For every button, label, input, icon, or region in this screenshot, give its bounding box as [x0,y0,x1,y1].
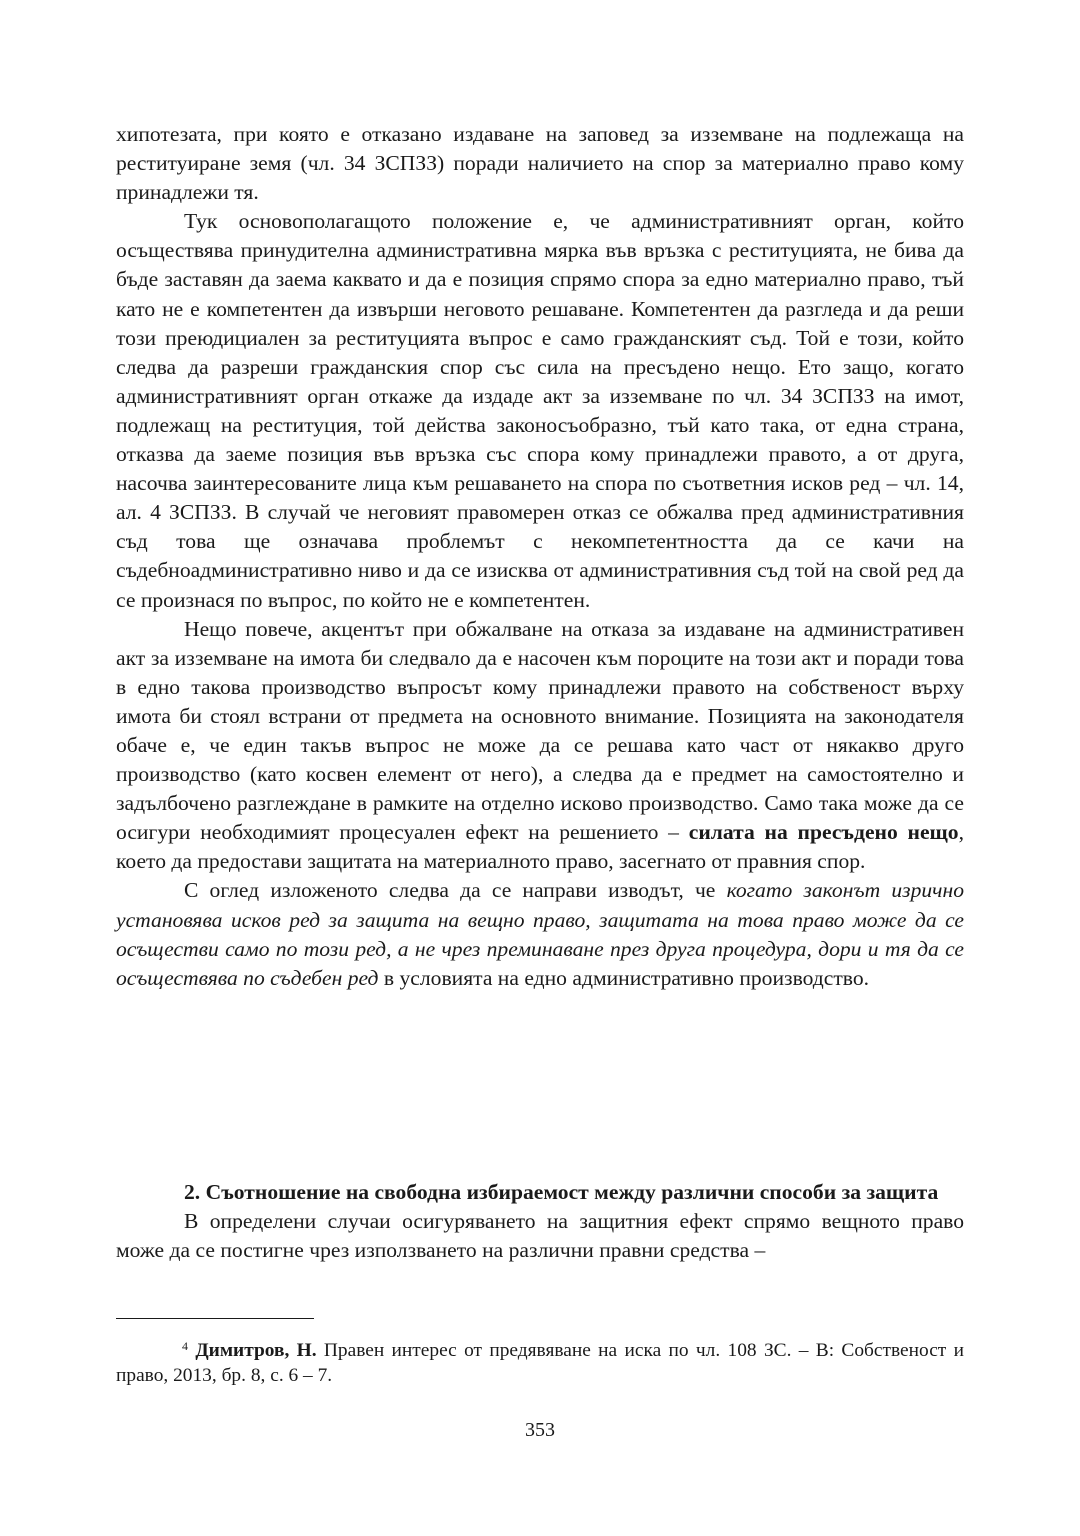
paragraph-4 [116,876,964,992]
footnote-marker: 4 [182,1339,188,1353]
page-number: 353 [525,1419,555,1441]
paragraph-3 [116,615,964,877]
paragraph-1: хипотезата, при която е отказано издаване на заповед за изземване на подлежаща на реституиране земя (чл. 34 ЗСПЗЗ) поради наличието на спор за материално право кому принадлежи тя. [116,122,964,205]
footnote-separator [116,1318,314,1319]
paragraph-3-bold: силата на пресъдено нещо [688,820,959,845]
paragraph-4-start: С оглед изложеното следва да се направи изводът, че [184,878,716,903]
paragraph-3-end: , което да предостави защитата на материалното право, засегнато от правния спор. [116,820,964,874]
paragraph-3-start: Нещо повече, акцентът при обжалване на отказа за издаване на административен акт за изземване на имота би следвало да е насочен към пороците на този акт и поради това в едно такова производство въпросът кому принадлежи правото на собственост върху имота би стоял встрани от предмета на основното внимание. Позицията на законодателя обаче е, че един такъв въпрос не може да се решава като част от някакво друго производство (като косвен елемент от него), а следва да е предмет на самостоятелно и задълбочено разглеждане в рамките на отделно исково производство. Само така може да се осигури необходимият процесуален ефект на решението – [116,616,964,845]
section-heading: 2. Съотношение на свободна избираемост между различни способи за защита [184,1180,939,1204]
paragraph-2: Тук основополагащото положение е, че административният орган, който осъществява принудителна административна мярка във връзка с реституцията, не бива да бъде заставян да заема каквато и да е позиция спрямо спора за едно материално право, тъй като не е компетентен да извърши неговото решаване. Компетентен да разгледа и да реши този преюдициален за реституцията въпрос е само гражданският съд. Той е този, който следва да разреши гражданския спор със сила на пресъдено нещо. Ето защо, когато административният орган откаже да издаде акт за изземване по чл. 34 ЗСПЗЗ на имот, подлежащ на реституция, той действа законосъобразно, тъй като така, от една страна, отказва да заеме позиция във връзка със спора кому принадлежи правото, а от друга, насочва заинтересованите лица към решаването на спора по съответния исков ред – чл. 14, ал. 4 ЗСПЗЗ. В случай че неговият правомерен отказ се обжалва пред административния съд това ще означава проблемът с некомпетентността да се качи на съдебноадминистративно ниво и да се изисква от административния съд той на свой ред да се произнася по въпрос, по който не е компетентен. [116,209,964,612]
paragraph-4-italic: когато законът изрично установява исков ред за защита на вещно право, защитата на това право може да се осъществи само по този ред, а не чрез преминаване през друга процедура, дори и тя да се осъществява по съдебен ред [116,878,964,990]
body-text [116,120,964,993]
footnote-author: Димитров, Н. [195,1340,317,1361]
paragraph-5: В определени случаи осигуряването на защитния ефект спрямо вещното право може да се постигне чрез използването на различни правни средства – [116,1209,964,1263]
footnote-text: Правен интерес от предявяване на иска по чл. 108 ЗС. – В: Собственост и право, 2013, бр. 8, с. 6 – 7. [116,1340,964,1386]
footnote [116,1338,964,1388]
paragraph-4-end: в условията на едно административно производство. [383,965,870,990]
section-block [116,1178,964,1265]
